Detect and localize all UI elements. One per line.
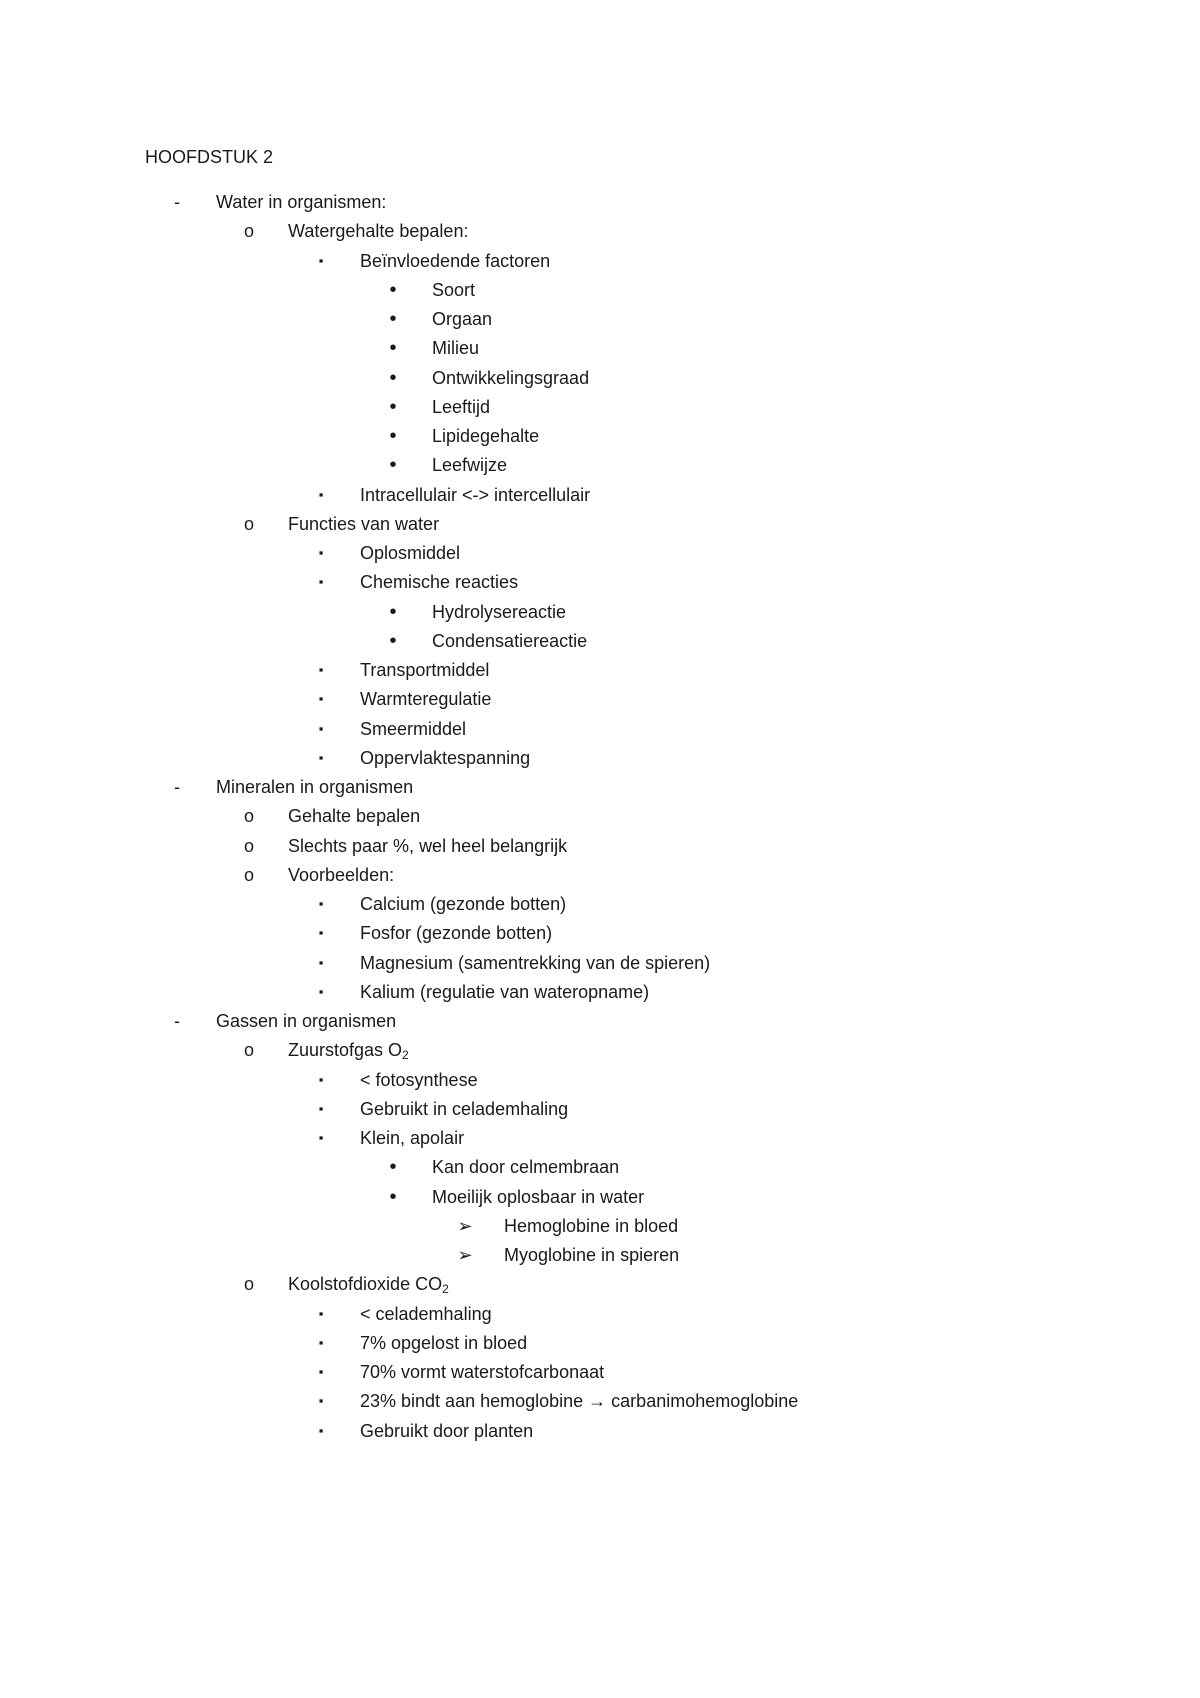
- list-item-text: Gebruikt in celademhaling: [360, 1099, 569, 1119]
- circle-bullet-icon: o: [243, 806, 254, 826]
- square-bullet-icon: ▪: [318, 1306, 324, 1321]
- list-item-text: 7% opgelost in bloed: [360, 1333, 528, 1353]
- list-item-text: Warmteregulatie: [360, 689, 492, 709]
- list-item-text: Gehalte bepalen: [288, 806, 421, 826]
- list-item-text: Leeftijd: [432, 397, 491, 417]
- circle-bullet-icon: o: [243, 1274, 254, 1294]
- list-item-text: Orgaan: [432, 309, 493, 329]
- square-bullet-icon: ▪: [318, 1423, 324, 1438]
- dot-bullet-icon: •: [389, 454, 397, 476]
- list-item-text: Ontwikkelingsgraad: [432, 368, 590, 388]
- list-item-text: Magnesium (samentrekking van de spieren): [360, 953, 711, 973]
- dot-bullet-icon: •: [389, 630, 397, 652]
- square-bullet-icon: ▪: [318, 574, 324, 589]
- list-item-text: Lipidegehalte: [432, 426, 540, 446]
- list-item-text: Slechts paar %, wel heel belangrijk: [288, 836, 568, 856]
- list-item-text: Koolstofdioxide $CO_2$: [288, 1274, 449, 1296]
- list-item-text: Mineralen in organismen: [216, 777, 414, 797]
- dot-bullet-icon: •: [389, 601, 397, 623]
- list-item-text: Transportmiddel: [360, 660, 490, 680]
- circle-bullet-icon: o: [243, 221, 254, 241]
- square-bullet-icon: ▪: [318, 662, 324, 677]
- list-item-text: Condensatiereactie: [432, 631, 588, 651]
- arrow-bullet-icon: ➢: [457, 1245, 473, 1265]
- dot-bullet-icon: •: [389, 396, 397, 418]
- list-item-text: Functies van water: [288, 514, 440, 534]
- list-item-text: Water in organismen:: [216, 192, 387, 212]
- list-item-text: Oppervlaktespanning: [360, 748, 531, 768]
- list-item-text: 23% bindt aan hemoglobine → carbanimohemoglobine: [360, 1391, 799, 1411]
- subscript: 2: [442, 1282, 449, 1296]
- list-item-text: Oplosmiddel: [360, 543, 461, 563]
- square-bullet-icon: ▪: [318, 1130, 324, 1145]
- square-bullet-icon: ▪: [318, 487, 324, 502]
- list-item-text: Klein, apolair: [360, 1128, 465, 1148]
- dot-bullet-icon: •: [389, 337, 397, 359]
- arrow-bullet-icon: ➢: [457, 1216, 473, 1236]
- list-item-text: Hydrolysereactie: [432, 602, 567, 622]
- subscript: 2: [402, 1048, 409, 1062]
- list-item-text: 70% vormt waterstofcarbonaat: [360, 1362, 605, 1382]
- list-item-text: Gebruikt door planten: [360, 1421, 534, 1441]
- square-bullet-icon: ▪: [318, 984, 324, 999]
- list-item-text: Kalium (regulatie van wateropname): [360, 982, 650, 1002]
- list-item-text: Calcium (gezonde botten): [360, 894, 567, 914]
- list-item-text: Soort: [432, 280, 476, 300]
- square-bullet-icon: ▪: [318, 896, 324, 911]
- square-bullet-icon: ▪: [318, 1393, 324, 1408]
- square-bullet-icon: ▪: [318, 955, 324, 970]
- document-title: HOOFDSTUK 2: [145, 147, 274, 167]
- dot-bullet-icon: •: [389, 1186, 397, 1208]
- list-item-text: < fotosynthese: [360, 1070, 478, 1090]
- dot-bullet-icon: •: [389, 279, 397, 301]
- list-item-text: Smeermiddel: [360, 719, 467, 739]
- dash-bullet-icon: -: [174, 777, 180, 797]
- list-item-text: Hemoglobine in bloed: [504, 1216, 679, 1236]
- dot-bullet-icon: •: [389, 308, 397, 330]
- dash-bullet-icon: -: [174, 192, 180, 212]
- list-item-text: Gassen in organismen: [216, 1011, 397, 1031]
- square-bullet-icon: ▪: [318, 1072, 324, 1087]
- dot-bullet-icon: •: [389, 367, 397, 389]
- dash-bullet-icon: -: [174, 1011, 180, 1031]
- dot-bullet-icon: •: [389, 1156, 397, 1178]
- list-item-text: Milieu: [432, 338, 480, 358]
- list-item-text: Watergehalte bepalen:: [288, 221, 469, 241]
- list-item-text: Intracellulair <-> intercellulair: [360, 485, 591, 505]
- circle-bullet-icon: o: [243, 1040, 254, 1060]
- circle-bullet-icon: o: [243, 865, 254, 885]
- square-bullet-icon: ▪: [318, 253, 324, 268]
- list-item-text: Voorbeelden:: [288, 865, 395, 885]
- list-item-text: Leefwijze: [432, 455, 508, 475]
- list-item-text: Moeilijk oplosbaar in water: [432, 1187, 645, 1207]
- dot-bullet-icon: •: [389, 425, 397, 447]
- circle-bullet-icon: o: [243, 514, 254, 534]
- list-item-text: Zuurstofgas $O_2$: [288, 1040, 409, 1062]
- square-bullet-icon: ▪: [318, 1335, 324, 1350]
- list-item-text: Chemische reacties: [360, 572, 519, 592]
- square-bullet-icon: ▪: [318, 691, 324, 706]
- circle-bullet-icon: o: [243, 836, 254, 856]
- square-bullet-icon: ▪: [318, 1364, 324, 1379]
- square-bullet-icon: ▪: [318, 925, 324, 940]
- square-bullet-icon: ▪: [318, 545, 324, 560]
- square-bullet-icon: ▪: [318, 1101, 324, 1116]
- list-item-text: Fosfor (gezonde botten): [360, 923, 553, 943]
- list-item-text: Beïnvloedende factoren: [360, 251, 551, 271]
- square-bullet-icon: ▪: [318, 750, 324, 765]
- square-bullet-icon: ▪: [318, 721, 324, 736]
- list-item-text: Kan door celmembraan: [432, 1157, 620, 1177]
- list-item-text: < celademhaling: [360, 1304, 492, 1324]
- list-item-text: Myoglobine in spieren: [504, 1245, 680, 1265]
